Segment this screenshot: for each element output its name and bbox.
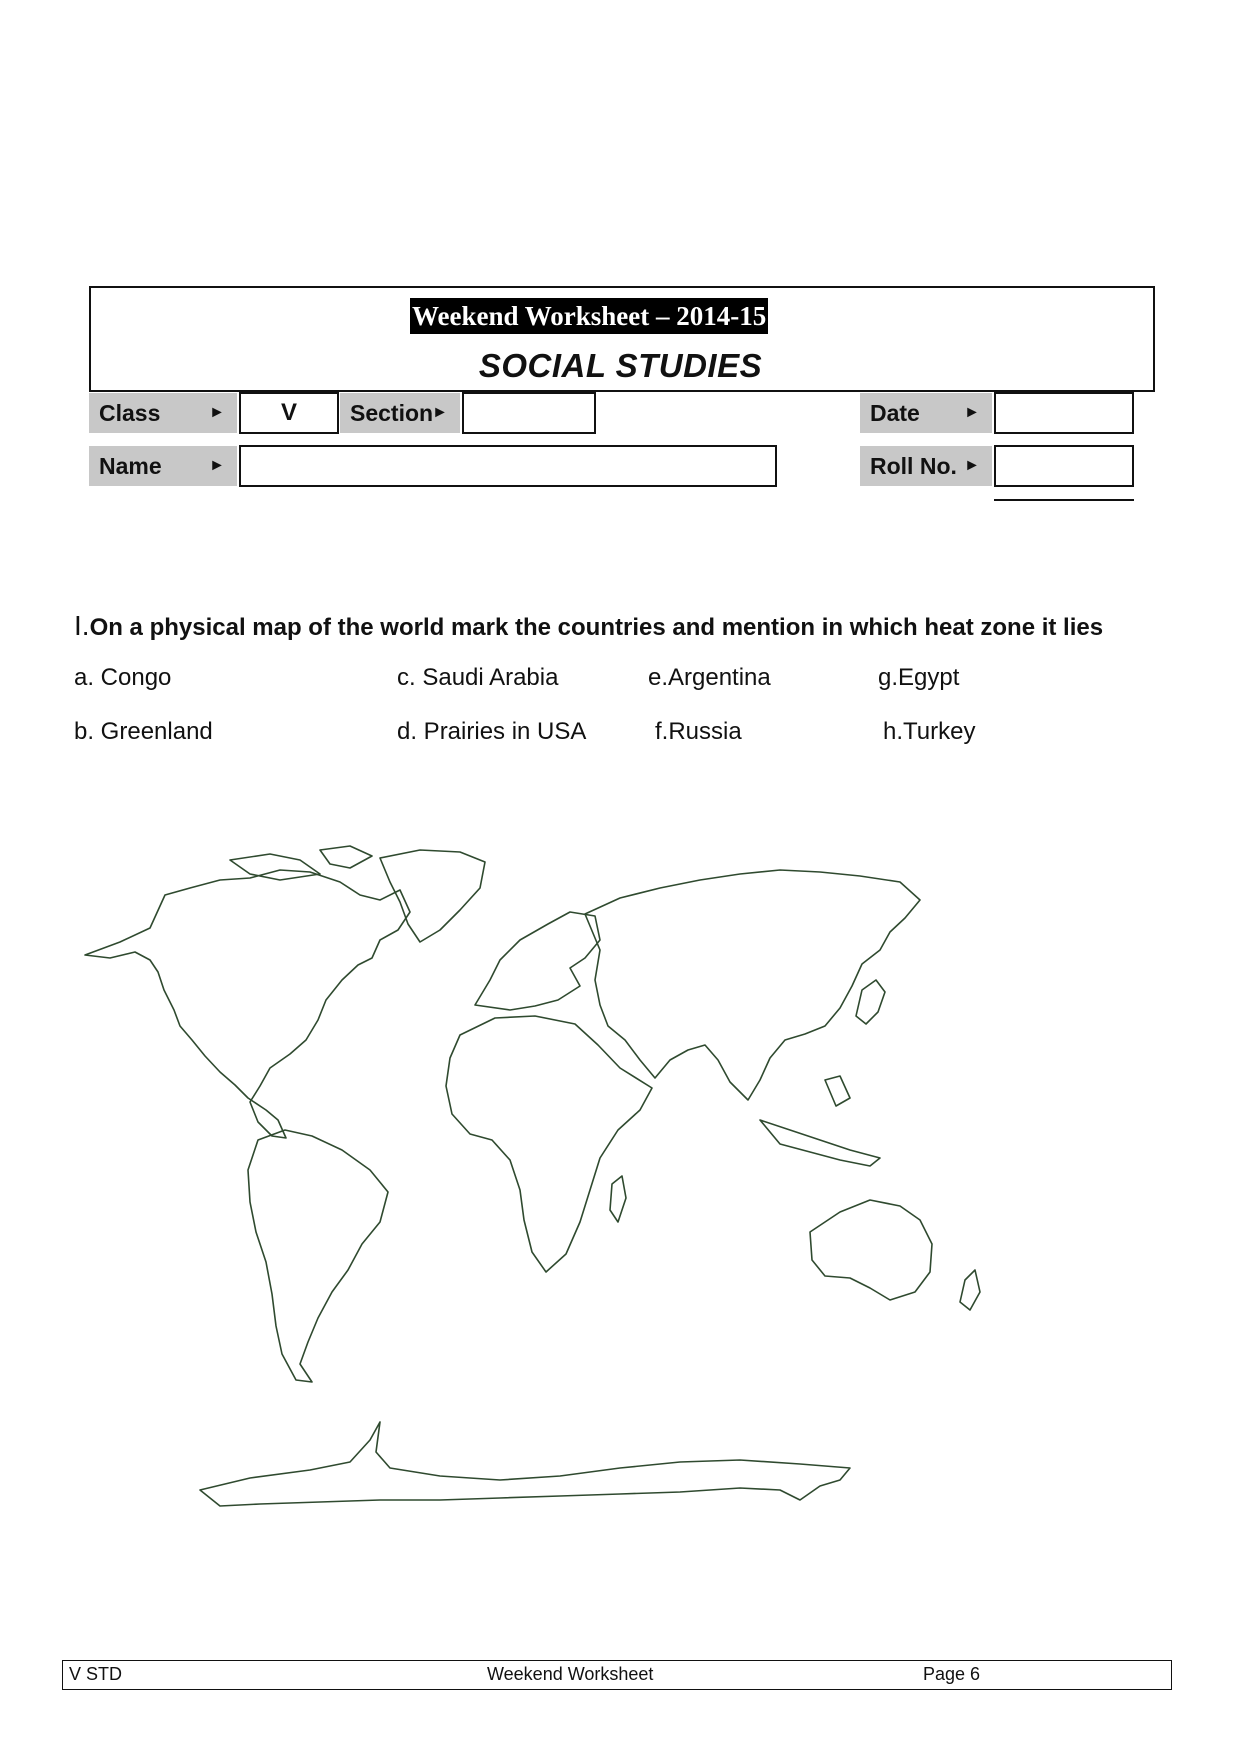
southeast-asia-islands-outline — [760, 1076, 880, 1166]
option-item: d. Prairies in USA — [397, 718, 587, 745]
class-label — [89, 393, 237, 433]
option-item: f.Russia — [655, 718, 742, 745]
option-item: e.Argentina — [648, 664, 771, 691]
subject-title: SOCIAL STUDIES — [478, 347, 763, 384]
arctic-islands-outline — [230, 846, 372, 880]
option-item: c. Saudi Arabia — [397, 664, 559, 691]
roll-no-label-text: Roll No. — [870, 453, 957, 479]
date-label-text: Date — [870, 400, 920, 426]
option-item: a. Congo — [74, 664, 172, 691]
arrow-icon: ► — [209, 457, 225, 474]
africa-outline — [446, 1016, 652, 1272]
footer-page-number: Page 6 — [923, 1664, 981, 1684]
option-item: b. Greenland — [74, 718, 213, 745]
divider — [994, 499, 1134, 501]
footer-class: V STD — [69, 1664, 123, 1684]
section-label — [340, 393, 460, 433]
name-label — [89, 446, 237, 486]
australia-outline — [810, 1200, 932, 1300]
question-number: I. — [74, 610, 90, 641]
south-america-outline — [248, 1130, 388, 1382]
arrow-icon: ► — [432, 404, 448, 421]
new-zealand-outline — [960, 1270, 980, 1310]
section-field[interactable] — [462, 392, 596, 434]
roll-no-label — [860, 446, 992, 486]
japan-outline — [856, 980, 885, 1024]
world-outline-map-icon — [80, 840, 1140, 1580]
arrow-icon: ► — [964, 404, 980, 421]
greenland-outline — [380, 850, 485, 942]
class-field[interactable]: V — [239, 392, 339, 434]
option-item: g.Egypt — [878, 664, 960, 691]
name-label-text: Name — [99, 453, 162, 479]
option-item: h.Turkey — [883, 718, 976, 745]
name-field[interactable] — [239, 445, 777, 487]
roll-no-field[interactable] — [994, 445, 1134, 487]
north-america-outline — [85, 870, 410, 1138]
date-label — [860, 393, 992, 433]
worksheet-title: Weekend Worksheet – 2014-15 — [410, 298, 768, 334]
question-text: On a physical map of the world mark the countries and mention in which heat zone it lies — [89, 614, 1104, 641]
footer-title: Weekend Worksheet — [487, 1664, 654, 1684]
madagascar-outline — [610, 1176, 626, 1222]
class-label-text: Class — [99, 400, 161, 426]
arrow-icon: ► — [209, 404, 225, 421]
antarctica-outline — [200, 1422, 850, 1506]
arrow-icon: ► — [964, 457, 980, 474]
date-field[interactable] — [994, 392, 1134, 434]
question-heading — [74, 610, 1103, 642]
page-footer — [62, 1660, 1172, 1690]
section-label-text: Section — [350, 400, 434, 426]
europe-outline — [475, 912, 600, 1010]
